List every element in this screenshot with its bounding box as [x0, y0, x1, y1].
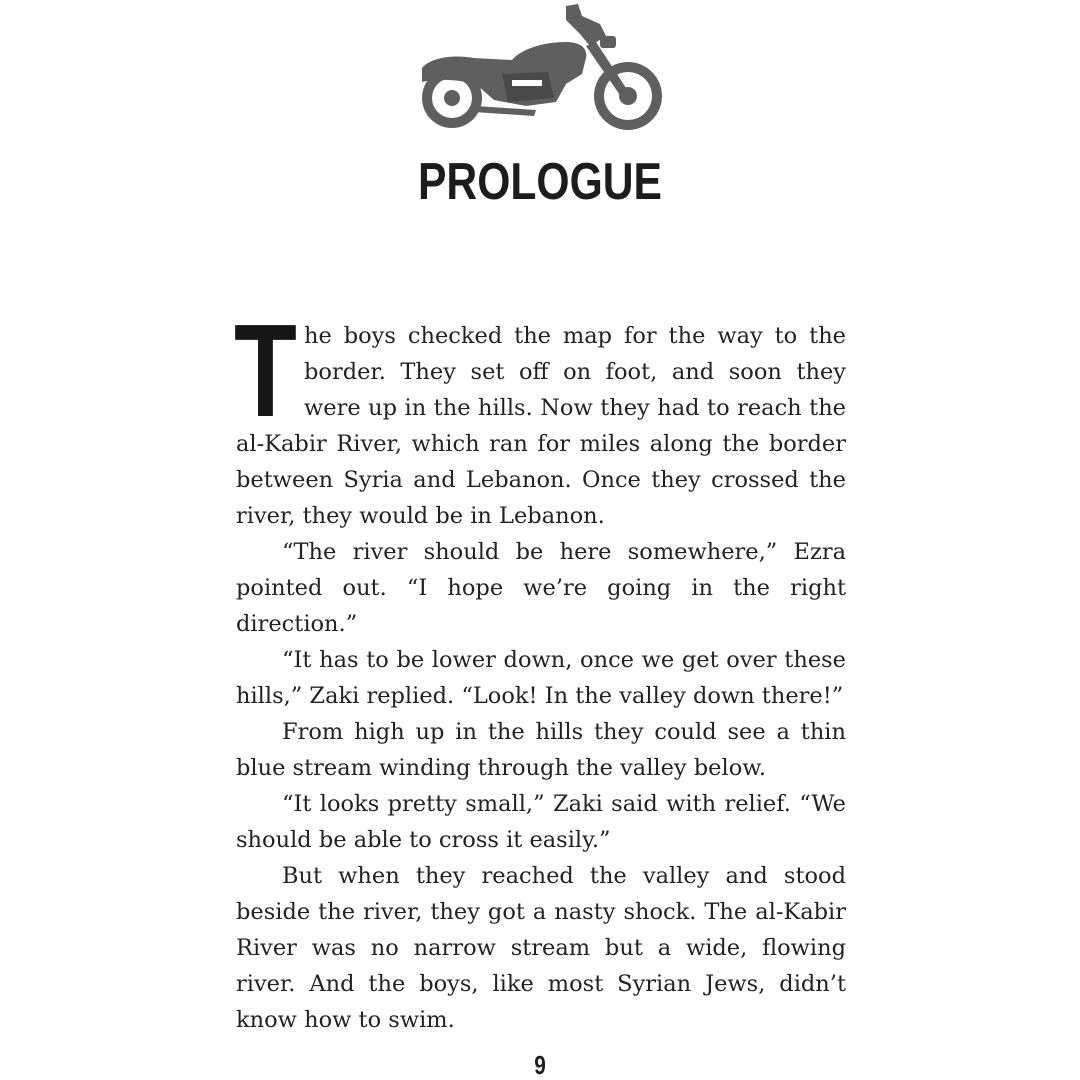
paragraph: [234, 297, 846, 534]
drop-cap: T: [234, 297, 297, 444]
chapter-title: PROLOGUE: [417, 153, 663, 211]
paragraph: “The river should be here somewhere,” Ezra pointed out. “I hope we’re going in the right direction.”: [236, 539, 846, 637]
body-text: [234, 297, 846, 1038]
motorcycle-icon: [416, 2, 664, 132]
paragraph: “It has to be lower down, once we get over these hills,” Zaki replied. “Look! In the valley down there!”: [236, 647, 846, 709]
first-paragraph-text: he boys checked the map for the way to the border. They set off on foot, and soon they were up in the hills. Now they had to reach the al-Kabir River, which ran for miles along the border between Syria and Lebanon. Once they crossed the river, they would be in Lebanon.: [236, 323, 846, 529]
paragraph: From high up in the hills they could see a thin blue stream winding through the valley below.: [236, 719, 846, 781]
paragraph: “It looks pretty small,” Zaki said with relief. “We should be able to cross it easily.”: [236, 791, 846, 853]
paragraph: But when they reached the valley and stood beside the river, they got a nasty shock. The al-Kabir River was no narrow stream but a wide, flowing river. And the boys, like most Syrian Jews, didn’t know how to swim.: [236, 863, 846, 1033]
page-number: 9: [534, 1050, 546, 1080]
